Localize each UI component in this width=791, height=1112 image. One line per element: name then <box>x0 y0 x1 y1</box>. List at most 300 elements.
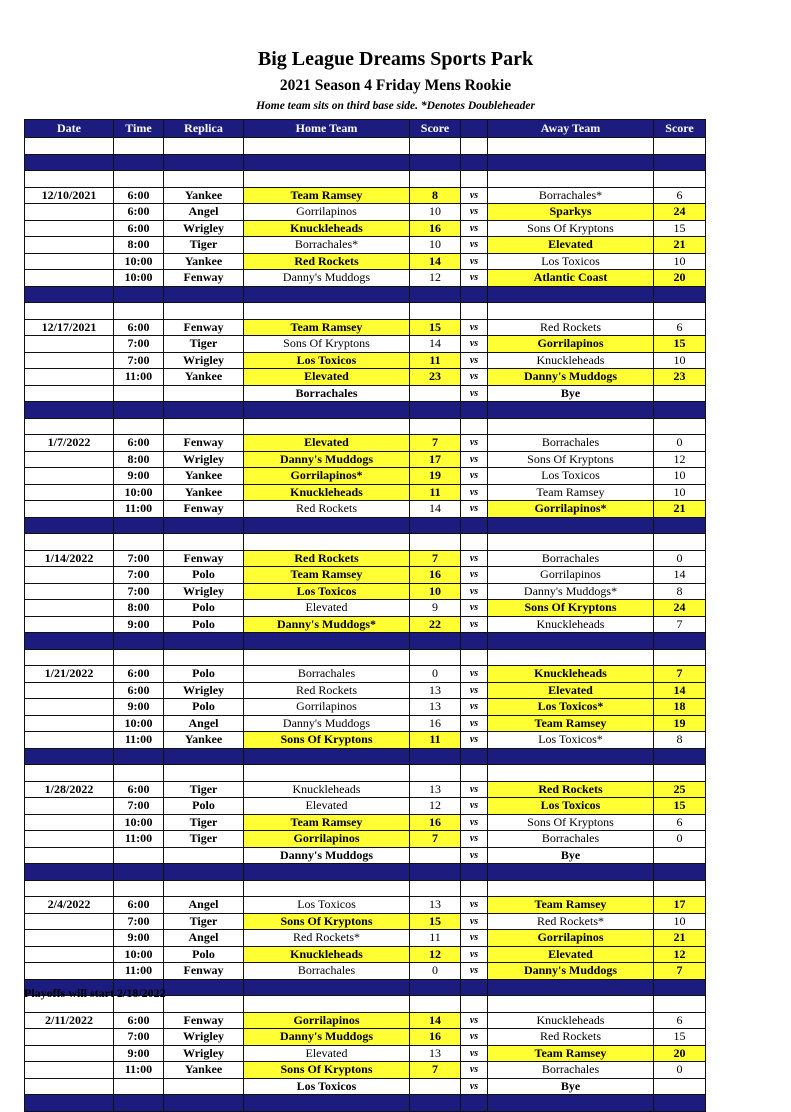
game-replica: Wrigley <box>164 352 244 369</box>
game-replica: Fenway <box>164 270 244 287</box>
separator-cell <box>114 402 164 419</box>
game-replica: Angel <box>164 897 244 914</box>
away-score: 21 <box>654 501 706 518</box>
blank-cell <box>461 138 488 155</box>
game-replica: Tiger <box>164 237 244 254</box>
away-score: 15 <box>654 220 706 237</box>
away-score: 12 <box>654 946 706 963</box>
game-row <box>25 187 706 204</box>
vs-label: vs <box>461 369 488 386</box>
away-team: Bye <box>488 385 654 402</box>
game-date: 1/28/2022 <box>25 781 114 798</box>
vs-label: vs <box>461 319 488 336</box>
home-score: 10 <box>410 583 461 600</box>
away-team: Los Toxicos* <box>488 699 654 716</box>
game-replica: Polo <box>164 699 244 716</box>
blank-cell <box>461 996 488 1013</box>
game-time: 7:00 <box>114 583 164 600</box>
blank-cell <box>164 303 244 320</box>
vs-label: vs <box>461 220 488 237</box>
away-team: Elevated <box>488 237 654 254</box>
game-time <box>114 847 164 864</box>
game-row <box>25 385 706 402</box>
vs-label: vs <box>461 847 488 864</box>
home-score: 15 <box>410 319 461 336</box>
game-replica: Tiger <box>164 831 244 848</box>
game-replica: Yankee <box>164 484 244 501</box>
away-team: Atlantic Coast <box>488 270 654 287</box>
game-time <box>114 1078 164 1095</box>
away-team: Gorrilapinos* <box>488 501 654 518</box>
game-time: 10:00 <box>114 253 164 270</box>
game-time: 9:00 <box>114 1045 164 1062</box>
week-separator <box>25 864 706 881</box>
away-team: Borrachales <box>488 435 654 452</box>
game-time: 9:00 <box>114 699 164 716</box>
home-team: Gorrilapinos <box>244 831 410 848</box>
game-date <box>25 336 114 353</box>
game-date <box>25 847 114 864</box>
home-team: Los Toxicos <box>244 583 410 600</box>
vs-label: vs <box>461 385 488 402</box>
table-header-row <box>25 120 706 138</box>
blank-cell <box>114 534 164 551</box>
blank-row <box>25 765 706 782</box>
separator-cell <box>410 1095 461 1112</box>
separator-cell <box>410 748 461 765</box>
separator-cell <box>25 154 114 171</box>
separator-cell <box>244 748 410 765</box>
home-score: 13 <box>410 897 461 914</box>
home-team: Sons Of Kryptons <box>244 1062 410 1079</box>
game-time: 11:00 <box>114 1062 164 1079</box>
home-score: 12 <box>410 946 461 963</box>
blank-cell <box>654 303 706 320</box>
home-score: 11 <box>410 930 461 947</box>
away-team: Knuckleheads <box>488 1012 654 1029</box>
vs-label: vs <box>461 1029 488 1046</box>
game-time: 10:00 <box>114 946 164 963</box>
blank-cell <box>25 418 114 435</box>
game-replica: Tiger <box>164 814 244 831</box>
away-score: 15 <box>654 336 706 353</box>
away-team: Gorrilapinos <box>488 930 654 947</box>
away-score: 6 <box>654 814 706 831</box>
away-team: Gorrilapinos <box>488 336 654 353</box>
game-time: 11:00 <box>114 963 164 980</box>
away-score: 6 <box>654 187 706 204</box>
home-team: Knuckleheads <box>244 484 410 501</box>
home-score: 0 <box>410 666 461 683</box>
game-time: 7:00 <box>114 352 164 369</box>
game-date <box>25 946 114 963</box>
game-row <box>25 550 706 567</box>
game-date <box>25 930 114 947</box>
home-team: Red Rockets <box>244 501 410 518</box>
game-replica: Wrigley <box>164 1029 244 1046</box>
game-time: 11:00 <box>114 501 164 518</box>
game-replica: Fenway <box>164 501 244 518</box>
blank-cell <box>244 418 410 435</box>
game-replica: Angel <box>164 715 244 732</box>
game-date <box>25 451 114 468</box>
away-score: 15 <box>654 798 706 815</box>
blank-cell <box>164 418 244 435</box>
game-date <box>25 814 114 831</box>
blank-cell <box>461 765 488 782</box>
blank-cell <box>654 765 706 782</box>
blank-cell <box>410 138 461 155</box>
away-team: Red Rockets <box>488 781 654 798</box>
game-time: 6:00 <box>114 682 164 699</box>
blank-cell <box>25 534 114 551</box>
game-date <box>25 220 114 237</box>
blank-cell <box>410 303 461 320</box>
game-time: 6:00 <box>114 187 164 204</box>
separator-cell <box>654 864 706 881</box>
game-replica: Angel <box>164 204 244 221</box>
home-team: Gorrilapinos <box>244 1012 410 1029</box>
game-time: 7:00 <box>114 798 164 815</box>
blank-cell <box>25 138 114 155</box>
game-date <box>25 732 114 749</box>
away-score <box>654 1078 706 1095</box>
home-team: Danny's Muddogs <box>244 270 410 287</box>
vs-label: vs <box>461 732 488 749</box>
game-replica: Fenway <box>164 963 244 980</box>
blank-cell <box>164 996 244 1013</box>
game-date <box>25 616 114 633</box>
away-score: 21 <box>654 930 706 947</box>
game-time: 10:00 <box>114 814 164 831</box>
away-team: Bye <box>488 847 654 864</box>
game-replica: Fenway <box>164 435 244 452</box>
home-team: Team Ramsey <box>244 814 410 831</box>
away-team: Team Ramsey <box>488 715 654 732</box>
home-score: 13 <box>410 781 461 798</box>
separator-cell <box>654 1095 706 1112</box>
game-time: 6:00 <box>114 435 164 452</box>
column-header: Score <box>654 120 706 138</box>
column-header: Away Team <box>488 120 654 138</box>
home-score: 17 <box>410 451 461 468</box>
separator-cell <box>114 633 164 650</box>
game-date <box>25 385 114 402</box>
blank-cell <box>114 418 164 435</box>
schedule-table <box>24 119 706 1112</box>
blank-cell <box>488 880 654 897</box>
game-row <box>25 567 706 584</box>
game-replica: Wrigley <box>164 583 244 600</box>
home-team: Los Toxicos <box>244 1078 410 1095</box>
blank-cell <box>488 138 654 155</box>
away-score: 14 <box>654 682 706 699</box>
blank-row <box>25 880 706 897</box>
game-row <box>25 715 706 732</box>
game-time: 6:00 <box>114 781 164 798</box>
separator-cell <box>410 517 461 534</box>
game-date <box>25 270 114 287</box>
vs-label: vs <box>461 468 488 485</box>
home-score: 0 <box>410 963 461 980</box>
blank-cell <box>164 765 244 782</box>
game-replica: Wrigley <box>164 1045 244 1062</box>
away-team: Los Toxicos <box>488 798 654 815</box>
game-date <box>25 1045 114 1062</box>
game-replica: Yankee <box>164 187 244 204</box>
home-team: Los Toxicos <box>244 352 410 369</box>
game-time: 6:00 <box>114 1012 164 1029</box>
game-row <box>25 319 706 336</box>
vs-label: vs <box>461 435 488 452</box>
game-row <box>25 220 706 237</box>
blank-cell <box>461 534 488 551</box>
game-row <box>25 237 706 254</box>
game-row <box>25 831 706 848</box>
separator-cell <box>488 1095 654 1112</box>
game-date <box>25 699 114 716</box>
blank-cell <box>654 418 706 435</box>
week-separator <box>25 748 706 765</box>
game-time: 7:00 <box>114 567 164 584</box>
home-team: Gorrilapinos* <box>244 468 410 485</box>
game-date <box>25 682 114 699</box>
blank-cell <box>461 649 488 666</box>
away-team: Gorrilapinos <box>488 567 654 584</box>
blank-cell <box>654 880 706 897</box>
separator-cell <box>654 633 706 650</box>
home-team: Elevated <box>244 369 410 386</box>
column-header: Date <box>25 120 114 138</box>
home-team: Team Ramsey <box>244 319 410 336</box>
game-time: 9:00 <box>114 930 164 947</box>
blank-cell <box>114 138 164 155</box>
blank-cell <box>410 765 461 782</box>
vs-label: vs <box>461 237 488 254</box>
home-team: Elevated <box>244 435 410 452</box>
game-replica <box>164 385 244 402</box>
separator-cell <box>488 748 654 765</box>
separator-cell <box>488 633 654 650</box>
home-score <box>410 847 461 864</box>
home-team: Red Rockets <box>244 682 410 699</box>
game-replica: Yankee <box>164 253 244 270</box>
away-team: Bye <box>488 1078 654 1095</box>
blank-cell <box>488 534 654 551</box>
home-team: Danny's Muddogs <box>244 715 410 732</box>
away-team: Sparkys <box>488 204 654 221</box>
away-score <box>654 847 706 864</box>
game-date: 1/14/2022 <box>25 550 114 567</box>
home-team: Danny's Muddogs <box>244 1029 410 1046</box>
vs-label: vs <box>461 699 488 716</box>
blank-cell <box>25 765 114 782</box>
separator-cell <box>114 154 164 171</box>
home-score: 14 <box>410 501 461 518</box>
away-score: 24 <box>654 204 706 221</box>
game-date <box>25 253 114 270</box>
week-separator <box>25 154 706 171</box>
separator-cell <box>410 402 461 419</box>
game-date: 1/7/2022 <box>25 435 114 452</box>
home-score: 23 <box>410 369 461 386</box>
game-replica: Polo <box>164 567 244 584</box>
game-date <box>25 798 114 815</box>
blank-cell <box>488 171 654 188</box>
away-team: Danny's Muddogs <box>488 369 654 386</box>
vs-label: vs <box>461 583 488 600</box>
away-team: Knuckleheads <box>488 352 654 369</box>
blank-cell <box>461 418 488 435</box>
game-time: 11:00 <box>114 732 164 749</box>
game-replica: Fenway <box>164 319 244 336</box>
game-row <box>25 814 706 831</box>
vs-label: vs <box>461 352 488 369</box>
game-row <box>25 847 706 864</box>
home-score: 13 <box>410 1045 461 1062</box>
game-date <box>25 1029 114 1046</box>
game-replica: Polo <box>164 600 244 617</box>
game-row <box>25 451 706 468</box>
separator-cell <box>461 1095 488 1112</box>
game-row <box>25 468 706 485</box>
vs-label: vs <box>461 798 488 815</box>
separator-cell <box>654 748 706 765</box>
game-row <box>25 1029 706 1046</box>
blank-cell <box>114 303 164 320</box>
home-score: 9 <box>410 600 461 617</box>
home-score: 10 <box>410 204 461 221</box>
game-replica: Fenway <box>164 550 244 567</box>
blank-cell <box>25 303 114 320</box>
blank-cell <box>164 138 244 155</box>
blank-cell <box>164 534 244 551</box>
home-team: Los Toxicos <box>244 897 410 914</box>
blank-cell <box>244 765 410 782</box>
game-date <box>25 237 114 254</box>
separator-cell <box>164 979 244 996</box>
game-row <box>25 253 706 270</box>
vs-label: vs <box>461 1062 488 1079</box>
game-row <box>25 204 706 221</box>
home-score: 7 <box>410 435 461 452</box>
home-team: Danny's Muddogs <box>244 451 410 468</box>
game-row <box>25 913 706 930</box>
schedule-note: Home team sits on third base side. *Denotes Doubleheader <box>256 100 535 112</box>
game-replica: Polo <box>164 946 244 963</box>
separator-cell <box>654 154 706 171</box>
away-team: Borrachales <box>488 1062 654 1079</box>
home-team: Red Rockets <box>244 550 410 567</box>
separator-cell <box>114 864 164 881</box>
home-score: 7 <box>410 831 461 848</box>
away-team: Los Toxicos <box>488 253 654 270</box>
vs-label: vs <box>461 616 488 633</box>
week-separator <box>25 517 706 534</box>
away-team: Borrachales* <box>488 187 654 204</box>
game-time: 11:00 <box>114 831 164 848</box>
vs-label: vs <box>461 666 488 683</box>
separator-cell <box>164 633 244 650</box>
home-team: Knuckleheads <box>244 781 410 798</box>
away-score: 10 <box>654 913 706 930</box>
column-header <box>461 120 488 138</box>
separator-cell <box>461 748 488 765</box>
blank-cell <box>410 418 461 435</box>
blank-cell <box>114 765 164 782</box>
game-time: 6:00 <box>114 220 164 237</box>
away-score: 18 <box>654 699 706 716</box>
blank-cell <box>488 418 654 435</box>
game-date <box>25 583 114 600</box>
game-replica: Yankee <box>164 1062 244 1079</box>
separator-cell <box>488 864 654 881</box>
separator-cell <box>25 286 114 303</box>
home-team: Borrachales <box>244 666 410 683</box>
away-team: Danny's Muddogs* <box>488 583 654 600</box>
game-row <box>25 1012 706 1029</box>
home-score <box>410 385 461 402</box>
vs-label: vs <box>461 913 488 930</box>
separator-cell <box>164 154 244 171</box>
vs-label: vs <box>461 963 488 980</box>
game-time: 6:00 <box>114 319 164 336</box>
week-separator <box>25 286 706 303</box>
separator-cell <box>488 154 654 171</box>
game-row <box>25 583 706 600</box>
game-date <box>25 484 114 501</box>
game-date: 2/11/2022 <box>25 1012 114 1029</box>
away-score: 10 <box>654 484 706 501</box>
separator-cell <box>244 1095 410 1112</box>
home-team: Borrachales <box>244 385 410 402</box>
game-date <box>25 468 114 485</box>
game-date <box>25 913 114 930</box>
away-team: Knuckleheads <box>488 666 654 683</box>
blank-cell <box>244 303 410 320</box>
game-row <box>25 369 706 386</box>
game-time: 6:00 <box>114 204 164 221</box>
blank-cell <box>461 880 488 897</box>
blank-row <box>25 418 706 435</box>
blank-cell <box>654 996 706 1013</box>
separator-cell <box>461 286 488 303</box>
away-team: Red Rockets <box>488 1029 654 1046</box>
blank-cell <box>461 171 488 188</box>
game-row <box>25 352 706 369</box>
blank-row <box>25 534 706 551</box>
home-team: Knuckleheads <box>244 946 410 963</box>
separator-cell <box>244 633 410 650</box>
blank-cell <box>164 880 244 897</box>
away-score: 10 <box>654 468 706 485</box>
home-score: 13 <box>410 699 461 716</box>
separator-cell <box>114 517 164 534</box>
separator-cell <box>410 864 461 881</box>
blank-cell <box>114 880 164 897</box>
game-replica: Yankee <box>164 369 244 386</box>
vs-label: vs <box>461 1012 488 1029</box>
separator-cell <box>25 748 114 765</box>
vs-label: vs <box>461 451 488 468</box>
separator-cell <box>654 286 706 303</box>
game-row <box>25 616 706 633</box>
separator-cell <box>164 748 244 765</box>
separator-cell <box>244 979 410 996</box>
blank-cell <box>410 649 461 666</box>
game-row <box>25 1045 706 1062</box>
game-date <box>25 369 114 386</box>
